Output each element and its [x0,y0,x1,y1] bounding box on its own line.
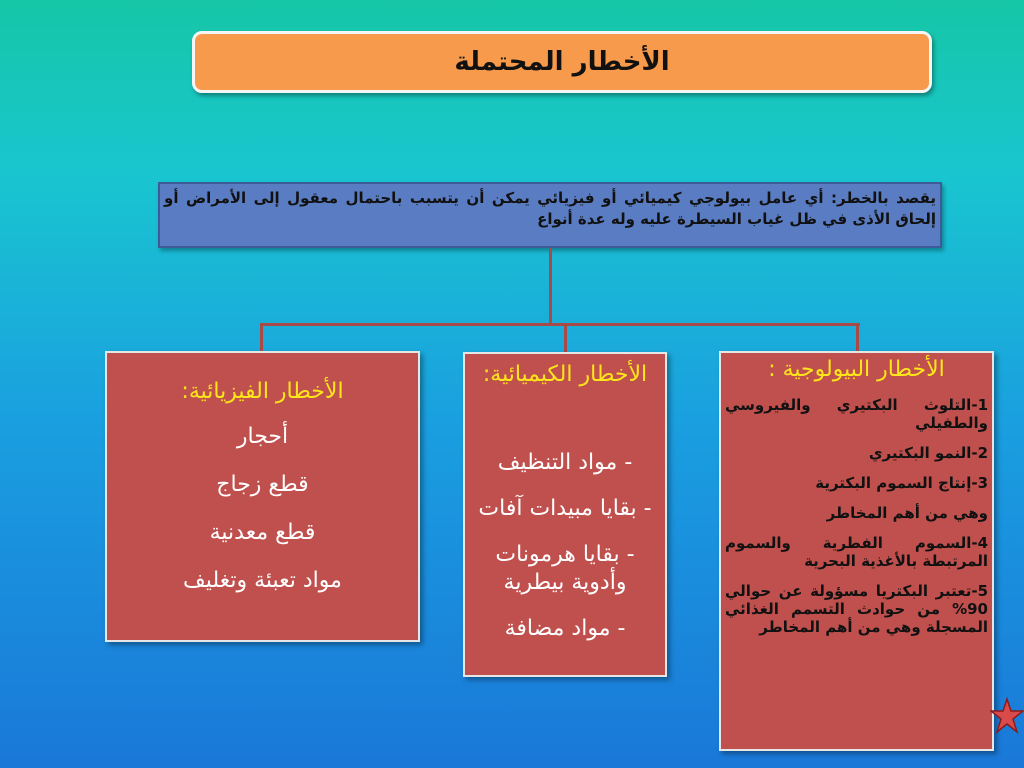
chemical-hazards-box [463,352,667,677]
physical-item: قطع معدنية [209,520,316,545]
chemical-item: - مواد مضافة [504,616,626,641]
chemical-item: - مواد التنظيف [497,450,633,475]
chemical-heading: الأخطار الكيميائية: [482,362,648,387]
slide-title: الأخطار المحتملة [192,31,932,93]
biological-item: 2-النمو البكتيري [868,444,988,462]
connector-horizontal [260,323,860,326]
physical-item: مواد تعبئة وتغليف [183,568,342,593]
connector-trunk [549,248,552,326]
biological-heading: الأخطار البيولوجية : [768,357,945,382]
connector-right [856,323,859,352]
connector-middle [564,323,567,353]
biological-hazards-box [719,351,994,751]
chemical-item: - بقايا هرمونات وأدوية بيطرية [495,542,635,595]
connector-left [260,323,263,352]
physical-heading: الأخطار الفيزيائية: [181,379,344,404]
biological-item: 4-السموم الفطرية والسموم المرتبطة بالأغذية البحرية [725,534,988,570]
biological-item: 5-تعتبر البكتريا مسؤولة عن حوالي 90% من حوادث التسمم الغذائي المسجلة وهي من أهم المخاطر [725,582,988,636]
biological-item: 3-إنتاج السموم البكترية [815,474,988,492]
biological-item: وهي من أهم المخاطر [826,504,988,522]
biological-item: 1-التلوث البكتيري والفيروسي والطفيلي [725,396,988,432]
definition-box: يقصد بالخطر: أي عامل بيولوجي كيميائي أو فيزيائي يمكن أن يتسبب باحتمال معقول إلى الأمراض أو إلحاق الأذى في ظل غياب السيطرة عليه وله عدة أنواع [158,182,942,248]
physical-item: قطع زجاج [216,472,309,497]
physical-hazards-box [105,351,420,642]
star-icon[interactable] [990,696,1024,736]
chemical-item: - بقايا مبيدات آفات [478,496,652,521]
physical-item: أحجار [236,424,289,449]
